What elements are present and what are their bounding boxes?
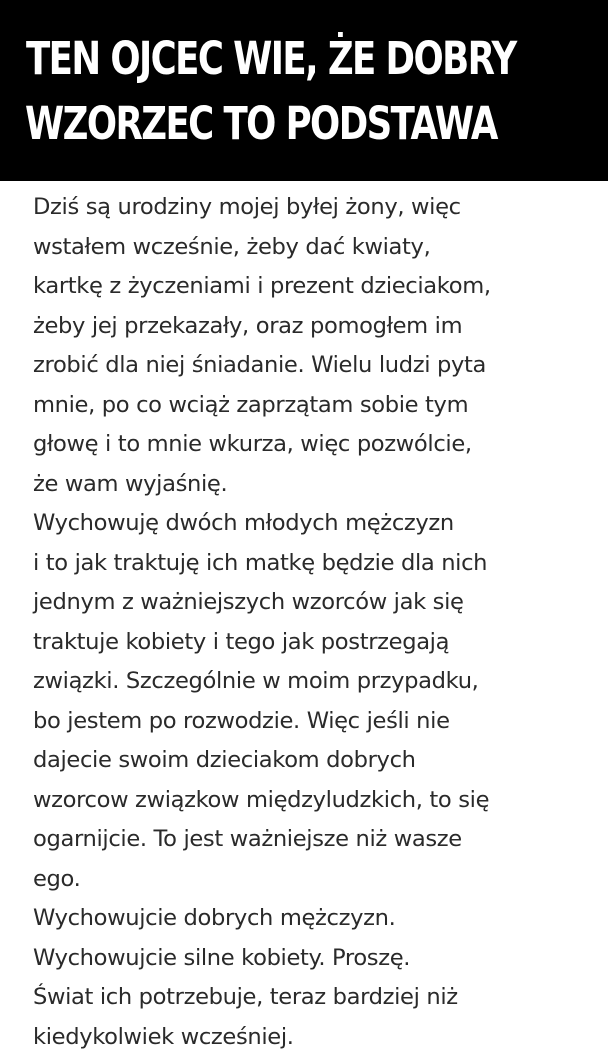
story-line: że wam wyjaśnię.	[33, 465, 603, 505]
title-line-1: TEN OJCEC WIE, ŻE DOBRY	[26, 36, 506, 81]
story-line: związki. Szczególnie w moim przypadku,	[33, 662, 603, 702]
story-line: traktuje kobiety i tego jak postrzegają	[33, 623, 603, 663]
story-line: Świat ich potrzebuje, teraz bardziej niż	[33, 978, 603, 1018]
title-banner	[0, 0, 608, 181]
story-line: wstałem wcześnie, żeby dać kwiaty,	[33, 228, 603, 268]
story-line: zrobić dla niej śniadanie. Wielu ludzi pyta	[33, 346, 603, 386]
story-line: Wychowujcie silne kobiety. Proszę.	[33, 939, 603, 979]
story-line: żeby jej przekazały, oraz pomogłem im	[33, 307, 603, 347]
story-line: głowę i to mnie wkurza, więc pozwólcie,	[33, 425, 603, 465]
story-line: ego.	[33, 860, 603, 900]
story-text	[33, 188, 603, 1057]
story-line: Wychowuję dwóch młodych mężczyzn	[33, 504, 603, 544]
story-line: Dziś są urodziny mojej byłej żony, więc	[33, 188, 603, 228]
story-line: kiedykolwiek wcześniej.	[33, 1018, 603, 1057]
title-line-2: WZORZEC TO PODSTAWA	[25, 101, 505, 146]
story-line: kartkę z życzeniami i prezent dzieciakom,	[33, 267, 603, 307]
story-line: jednym z ważniejszych wzorców jak się	[33, 583, 603, 623]
story-line: mnie, po co wciąż zaprzątam sobie tym	[33, 386, 603, 426]
story-line: Wychowujcie dobrych mężczyzn.	[33, 899, 603, 939]
story-line: wzorcow związkow międzyludzkich, to się	[33, 781, 603, 821]
story-line: bo jestem po rozwodzie. Więc jeśli nie	[33, 702, 603, 742]
story-line: dajecie swoim dzieciakom dobrych	[33, 741, 603, 781]
story-line: i to jak traktuję ich matkę będzie dla nich	[33, 544, 603, 584]
story-line: ogarnijcie. To jest ważniejsze niż wasze	[33, 820, 603, 860]
